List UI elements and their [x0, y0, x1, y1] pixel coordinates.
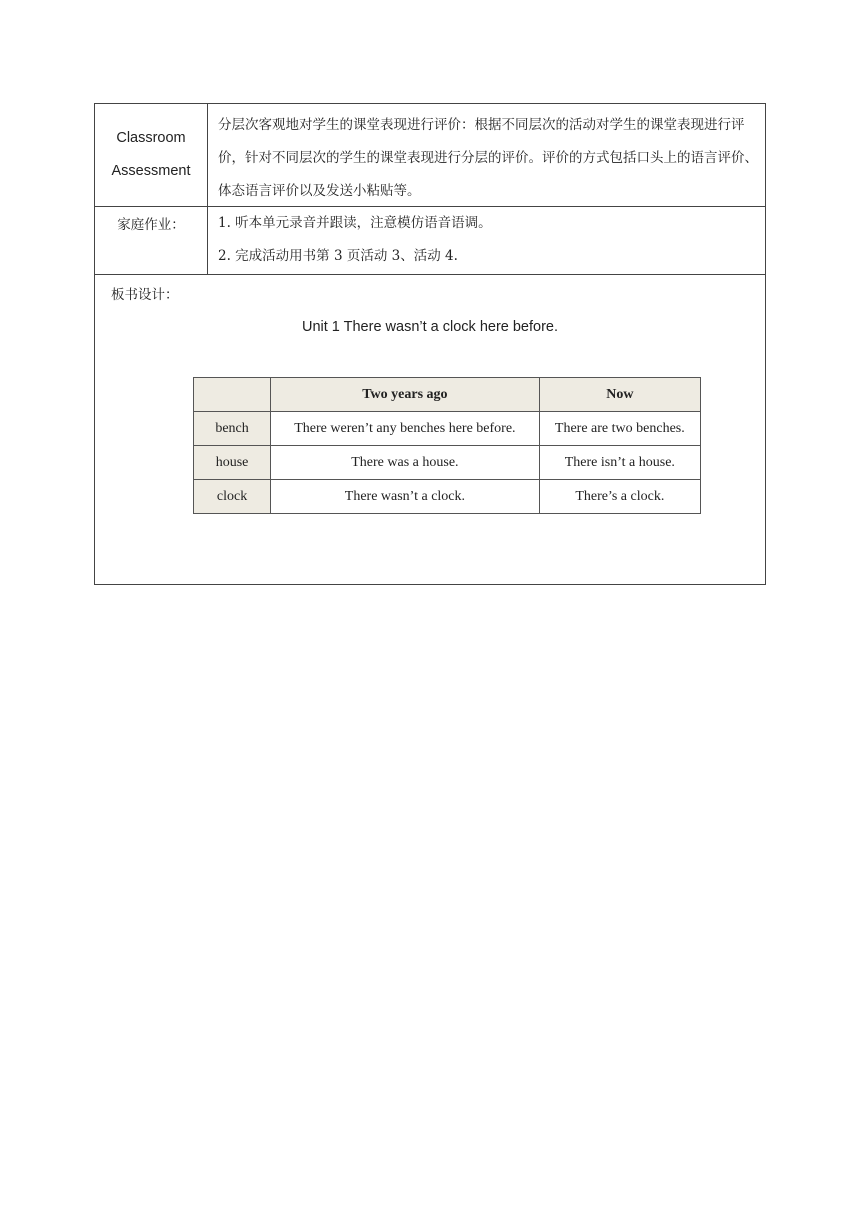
cell-bench-now: There are two benches. [539, 412, 700, 446]
assessment-text: 分层次客观地对学生的课堂表现进行评价：根据不同层次的活动对学生的课堂表现进行评价，针对不同层次的学生的课堂表现进行分层的评价。评价的方式包括口头上的语言评价、体态语言评价以及发送小粘贴等。 [218, 117, 758, 199]
table-row [194, 446, 701, 480]
table-row [194, 412, 701, 446]
homework-item-2: 2. 完成活动用书第 3 页活动 3、活动 4. [218, 248, 458, 264]
board-design-cell [95, 275, 766, 585]
homework-label-cell [95, 207, 208, 275]
board-header-empty [194, 378, 271, 412]
assessment-label-cell [95, 104, 208, 207]
assessment-content-cell [208, 104, 766, 207]
homework-content-cell [208, 207, 766, 275]
board-design-row [95, 275, 766, 585]
board-table [193, 377, 701, 514]
homework-list [208, 207, 765, 274]
assessment-label [95, 104, 207, 206]
row-label-bench: bench [194, 412, 271, 446]
homework-label: 家庭作业： [117, 217, 185, 233]
cell-clock-past: There wasn’t a clock. [271, 480, 540, 514]
cell-house-past: There was a house. [271, 446, 540, 480]
row-label-house: house [194, 446, 271, 480]
cell-bench-past: There weren’t any benches here before. [271, 412, 540, 446]
cell-house-now: There isn’t a house. [539, 446, 700, 480]
assessment-label-line1: Classroom [116, 130, 186, 146]
table-row [194, 480, 701, 514]
cell-clock-now: There’s a clock. [539, 480, 700, 514]
homework-item-1: 1. 听本单元录音并跟读，注意模仿语音语调。 [218, 215, 492, 231]
row-label-clock: clock [194, 480, 271, 514]
board-table-header-row [194, 378, 701, 412]
board-design-label: 板书设计： [111, 287, 179, 303]
board-title: Unit 1 There wasn’t a clock here before. [301, 319, 559, 335]
homework-row [95, 207, 766, 275]
board-header-now: Now [539, 378, 700, 412]
assessment-row [95, 104, 766, 207]
board-header-two-years-ago: Two years ago [271, 378, 540, 412]
lesson-plan-table [94, 103, 766, 585]
assessment-label-line2: Assessment [111, 163, 191, 179]
